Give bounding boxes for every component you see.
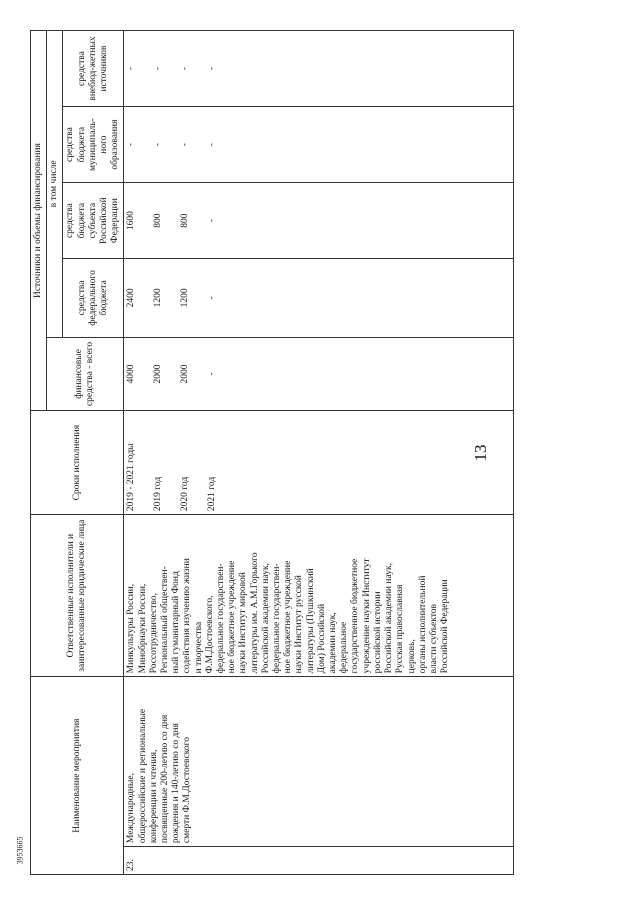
term-value: 2019 год xyxy=(153,476,164,512)
header-total: финансовые средства - всего xyxy=(47,337,124,411)
municipal-value: - xyxy=(207,143,218,147)
regional-value: 800 xyxy=(153,213,164,228)
header-extra: средства внебюд-жетных источников xyxy=(63,31,124,107)
term-value: 2020 год xyxy=(180,476,191,512)
measure-name: Международные, общероссийские и региональные конференции и чтения, посвященные 200-летию со дня рождения и 140-летию со дня смерти Ф.М.Достоевского xyxy=(124,677,514,847)
document-id: 3953665 xyxy=(15,836,25,865)
header-federal: средства федерального бюджета xyxy=(63,259,124,338)
regional-value: - xyxy=(207,219,218,223)
header-name: Наименование мероприятия xyxy=(31,677,124,875)
total-value: 4000 xyxy=(126,364,137,384)
municipal-value: - xyxy=(126,143,137,147)
total-cell xyxy=(124,337,514,411)
table-row xyxy=(124,31,514,875)
municipal-value: - xyxy=(153,143,164,147)
municipal-cell xyxy=(124,107,514,183)
regional-cell xyxy=(124,183,514,259)
total-value: - xyxy=(207,372,218,376)
federal-value: 1200 xyxy=(153,288,164,308)
executors-list: Минкультуры России, Минобрнауки России, Россотрудничество, Региональный обществен- ный гуманитарный Фонд содействия изучению жизни и творчества Ф.М.Достоевского, федеральное государствен- ное бюджетное учреждение науки Институт мировой литературы им. А.М.Горького Российской академии наук, федеральное государствен- ное бюджетное учреждение науки Институт русской литературы (Пушкинский Дом) Российской академии наук, федеральное государственное бюджетное учреждение науки Институт российской истории Российской академии наук, Русская православная церковь, органы исполнительной власти субъектов Российской Федерации xyxy=(124,515,514,677)
extra-cell xyxy=(124,31,514,107)
row-number: 23. xyxy=(124,847,514,875)
regional-value: 1600 xyxy=(126,211,137,231)
extra-value: - xyxy=(207,66,218,71)
financing-table xyxy=(30,30,514,875)
header-sources-group: Источники и объемы финансирования xyxy=(31,31,47,411)
extra-value: - xyxy=(180,66,191,71)
terms-cell xyxy=(124,411,514,515)
total-value: 2000 xyxy=(153,364,164,384)
page-number: 13 xyxy=(471,444,490,462)
federal-cell xyxy=(124,259,514,338)
federal-value: - xyxy=(207,296,218,300)
header-terms: Сроки исполнения xyxy=(31,411,124,515)
regional-value: 800 xyxy=(180,213,191,228)
federal-value: 2400 xyxy=(126,288,137,308)
federal-value: 1200 xyxy=(180,288,191,308)
term-value: 2021 год xyxy=(207,476,218,512)
header-regional: средства бюджета субъекта Российской Федерации xyxy=(63,183,124,259)
extra-value: - xyxy=(153,66,164,71)
extra-value: - xyxy=(126,66,137,71)
header-including: в том числе xyxy=(47,31,63,338)
municipal-value: - xyxy=(180,143,191,147)
term-value: 2019 - 2021 годы xyxy=(126,443,137,512)
header-municipal: средства бюджета муниципаль-ного образования xyxy=(63,107,124,183)
header-executors: Ответственные исполнители и заинтересованные юридические лица xyxy=(31,515,124,677)
total-value: 2000 xyxy=(180,364,191,384)
